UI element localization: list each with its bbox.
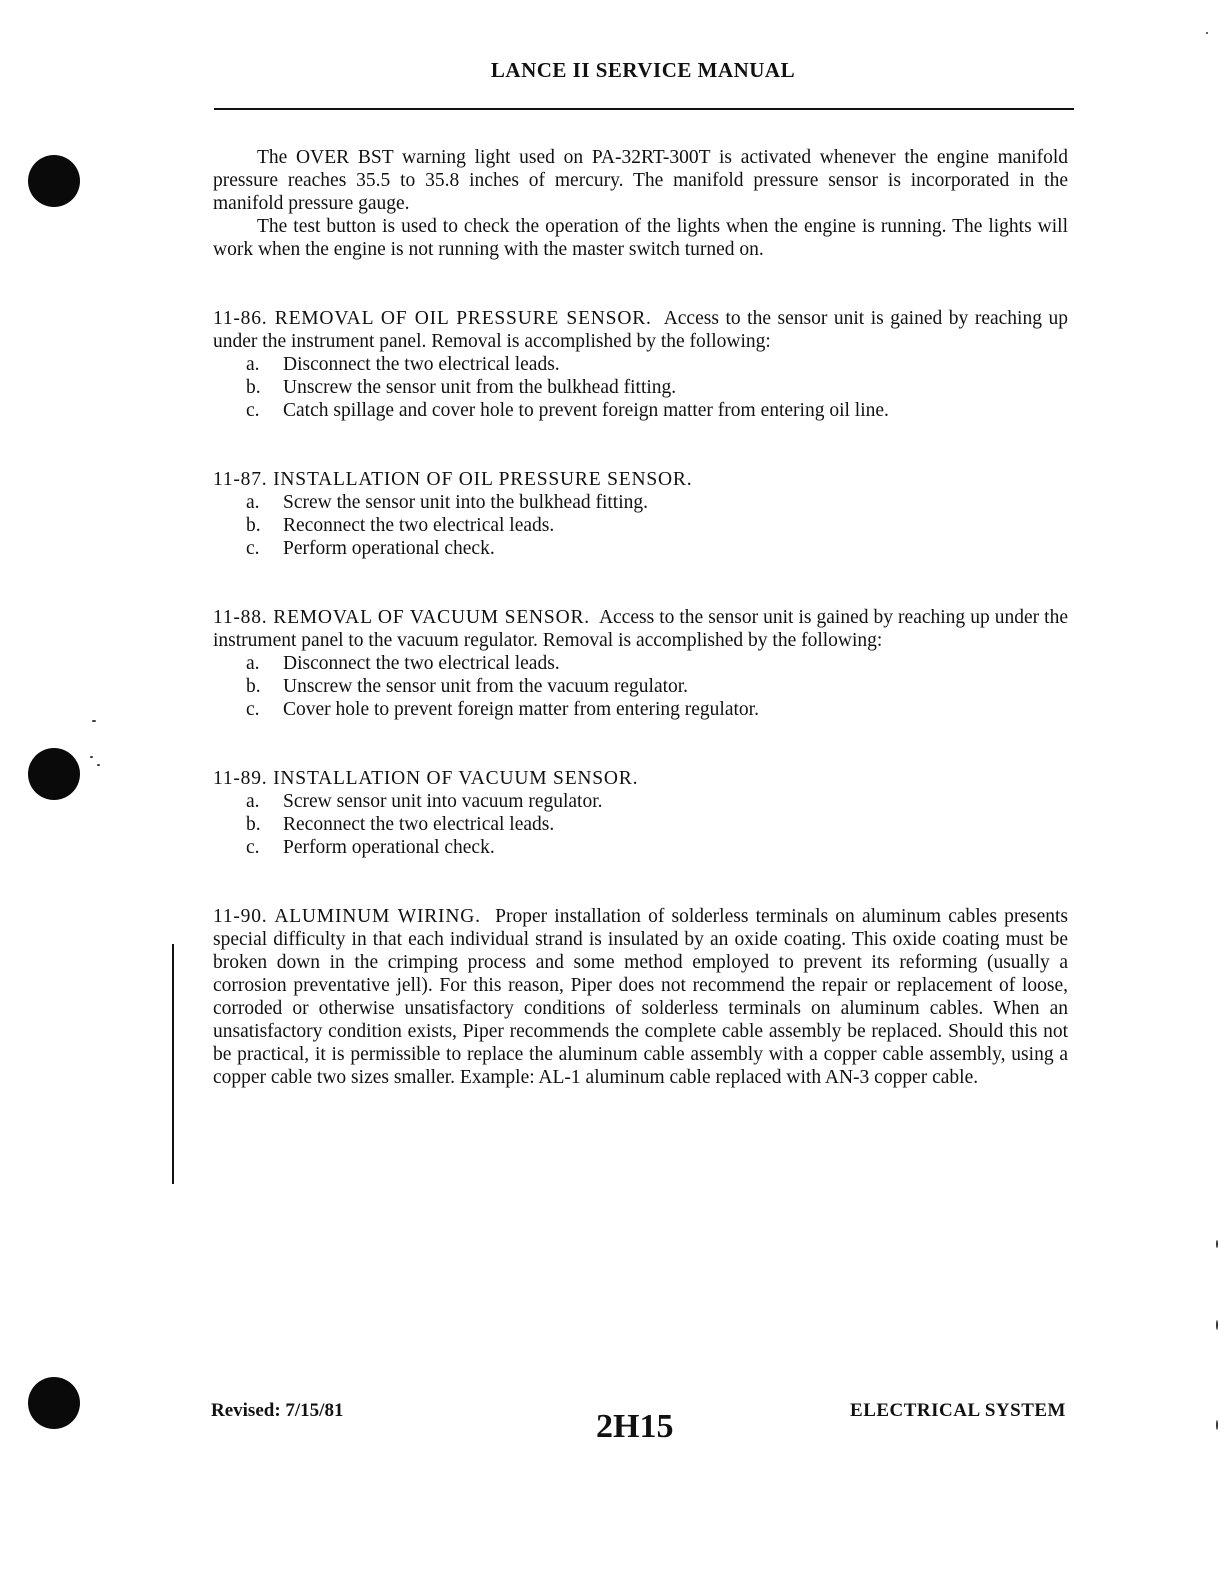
step-label: c. <box>246 837 260 858</box>
list-item <box>246 652 1068 675</box>
step-list <box>213 652 1068 721</box>
list-item <box>246 698 1068 721</box>
step-text: Unscrew the sensor unit from the vacuum regulator. <box>283 676 689 697</box>
list-item <box>246 790 1068 813</box>
step-label: c. <box>246 699 260 720</box>
section-11-90 <box>213 905 1068 1089</box>
step-list <box>213 491 1068 560</box>
intro-paragraph-2: The test button is used to check the operation of the lights when the engine is running. The lights will work when the engine is not running with the master switch turned on. <box>213 216 1068 260</box>
section-text: Access to the sensor unit is gained by reaching up under the instrument panel. Removal is accomplished by the following: <box>213 308 1068 352</box>
list-item <box>246 399 1068 422</box>
scan-speck <box>1216 1420 1218 1430</box>
step-text: Reconnect the two electrical leads. <box>283 515 555 536</box>
section-heading: 11-87. INSTALLATION OF OIL PRESSURE SENSOR. <box>213 469 693 490</box>
scan-speck <box>1216 1240 1218 1248</box>
revision-change-bar <box>172 944 174 1184</box>
section-heading: 11-90. ALUMINUM WIRING. <box>213 906 481 927</box>
section-11-89 <box>213 767 1068 859</box>
list-item <box>246 376 1068 399</box>
scan-speck <box>92 720 96 722</box>
section-heading: 11-89. INSTALLATION OF VACUUM SENSOR. <box>213 768 639 789</box>
page-content <box>213 146 1068 1089</box>
section-11-87 <box>213 468 1068 560</box>
step-text: Screw the sensor unit into the bulkhead fitting. <box>283 492 649 513</box>
step-label: a. <box>246 492 260 513</box>
step-label: b. <box>246 377 261 398</box>
step-list <box>213 790 1068 859</box>
section-paragraph <box>213 767 1068 790</box>
section-text: Proper installation of solderless terminals on aluminum cables presents special difficulty in that each individual strand is insulated by an oxide coating. This oxide coating must be broken down in the crimping process and some method employed to prevent its reforming (usually a corrosion preventative jell). For this reason, Piper does not recommend the repair or replacement of loose, corroded or otherwise unsatisfactory conditions of solderless terminals on aluminum cables. When an unsatisfactory condition exists, Piper recommends the complete cable assembly be replaced. Should this not be practical, it is permissible to replace the aluminum cable assembly with a copper cable assembly, using a copper cable two sizes smaller. Example: AL-1 aluminum cable replaced with AN-3 copper cable. <box>213 906 1068 1088</box>
section-name: ELECTRICAL SYSTEM <box>850 1400 1066 1421</box>
section-heading: 11-88. REMOVAL OF VACUUM SENSOR. <box>213 607 590 628</box>
manual-title: LANCE II SERVICE MANUAL <box>490 58 796 82</box>
step-label: b. <box>246 676 261 697</box>
list-item <box>246 675 1068 698</box>
step-list <box>213 353 1068 422</box>
step-text: Screw sensor unit into vacuum regulator. <box>283 791 603 812</box>
section-11-86 <box>213 307 1068 422</box>
section-text: Access to the sensor unit is gained by reaching up under the instrument panel to the vacuum regulator. Removal is accomplished by the following: <box>213 607 1068 651</box>
intro-paragraph-1: The OVER BST warning light used on PA-32RT-300T is activated whenever the engine manifold pressure reaches 35.5 to 35.8 inches of mercury. The manifold pressure sensor is incorporated in the manifold pressure gauge. <box>213 147 1068 214</box>
step-label: c. <box>246 400 260 421</box>
step-text: Disconnect the two electrical leads. <box>283 653 560 674</box>
scan-speck <box>1216 1320 1218 1330</box>
binder-hole-middle <box>28 748 80 800</box>
section-paragraph <box>213 905 1068 1089</box>
list-item <box>246 514 1068 537</box>
page-code: 2H15 <box>596 1408 674 1445</box>
list-item <box>246 537 1068 560</box>
step-label: a. <box>246 354 260 375</box>
step-label: c. <box>246 538 260 559</box>
list-item <box>246 491 1068 514</box>
step-text: Unscrew the sensor unit from the bulkhead fitting. <box>283 377 677 398</box>
scan-speck <box>97 764 100 766</box>
list-item <box>246 353 1068 376</box>
section-11-88 <box>213 606 1068 721</box>
step-text: Reconnect the two electrical leads. <box>283 814 555 835</box>
section-paragraph <box>213 606 1068 652</box>
binder-hole-bottom <box>28 1377 80 1429</box>
list-item <box>246 836 1068 859</box>
binder-hole-top <box>28 155 80 207</box>
revision-date: Revised: 7/15/81 <box>211 1400 344 1421</box>
step-label: b. <box>246 515 261 536</box>
header-rule <box>214 108 1074 110</box>
step-text: Perform operational check. <box>283 538 495 559</box>
step-text: Perform operational check. <box>283 837 495 858</box>
step-label: a. <box>246 653 260 674</box>
step-label: b. <box>246 814 261 835</box>
list-item <box>246 813 1068 836</box>
step-text: Disconnect the two electrical leads. <box>283 354 560 375</box>
step-text: Cover hole to prevent foreign matter from entering regulator. <box>283 699 759 720</box>
section-paragraph <box>213 307 1068 353</box>
section-heading: 11-86. REMOVAL OF OIL PRESSURE SENSOR. <box>213 308 652 329</box>
scan-speck <box>1206 32 1208 34</box>
step-label: a. <box>246 791 260 812</box>
step-text: Catch spillage and cover hole to prevent foreign matter from entering oil line. <box>283 400 889 421</box>
section-paragraph <box>213 468 1068 491</box>
scan-speck <box>90 756 93 758</box>
